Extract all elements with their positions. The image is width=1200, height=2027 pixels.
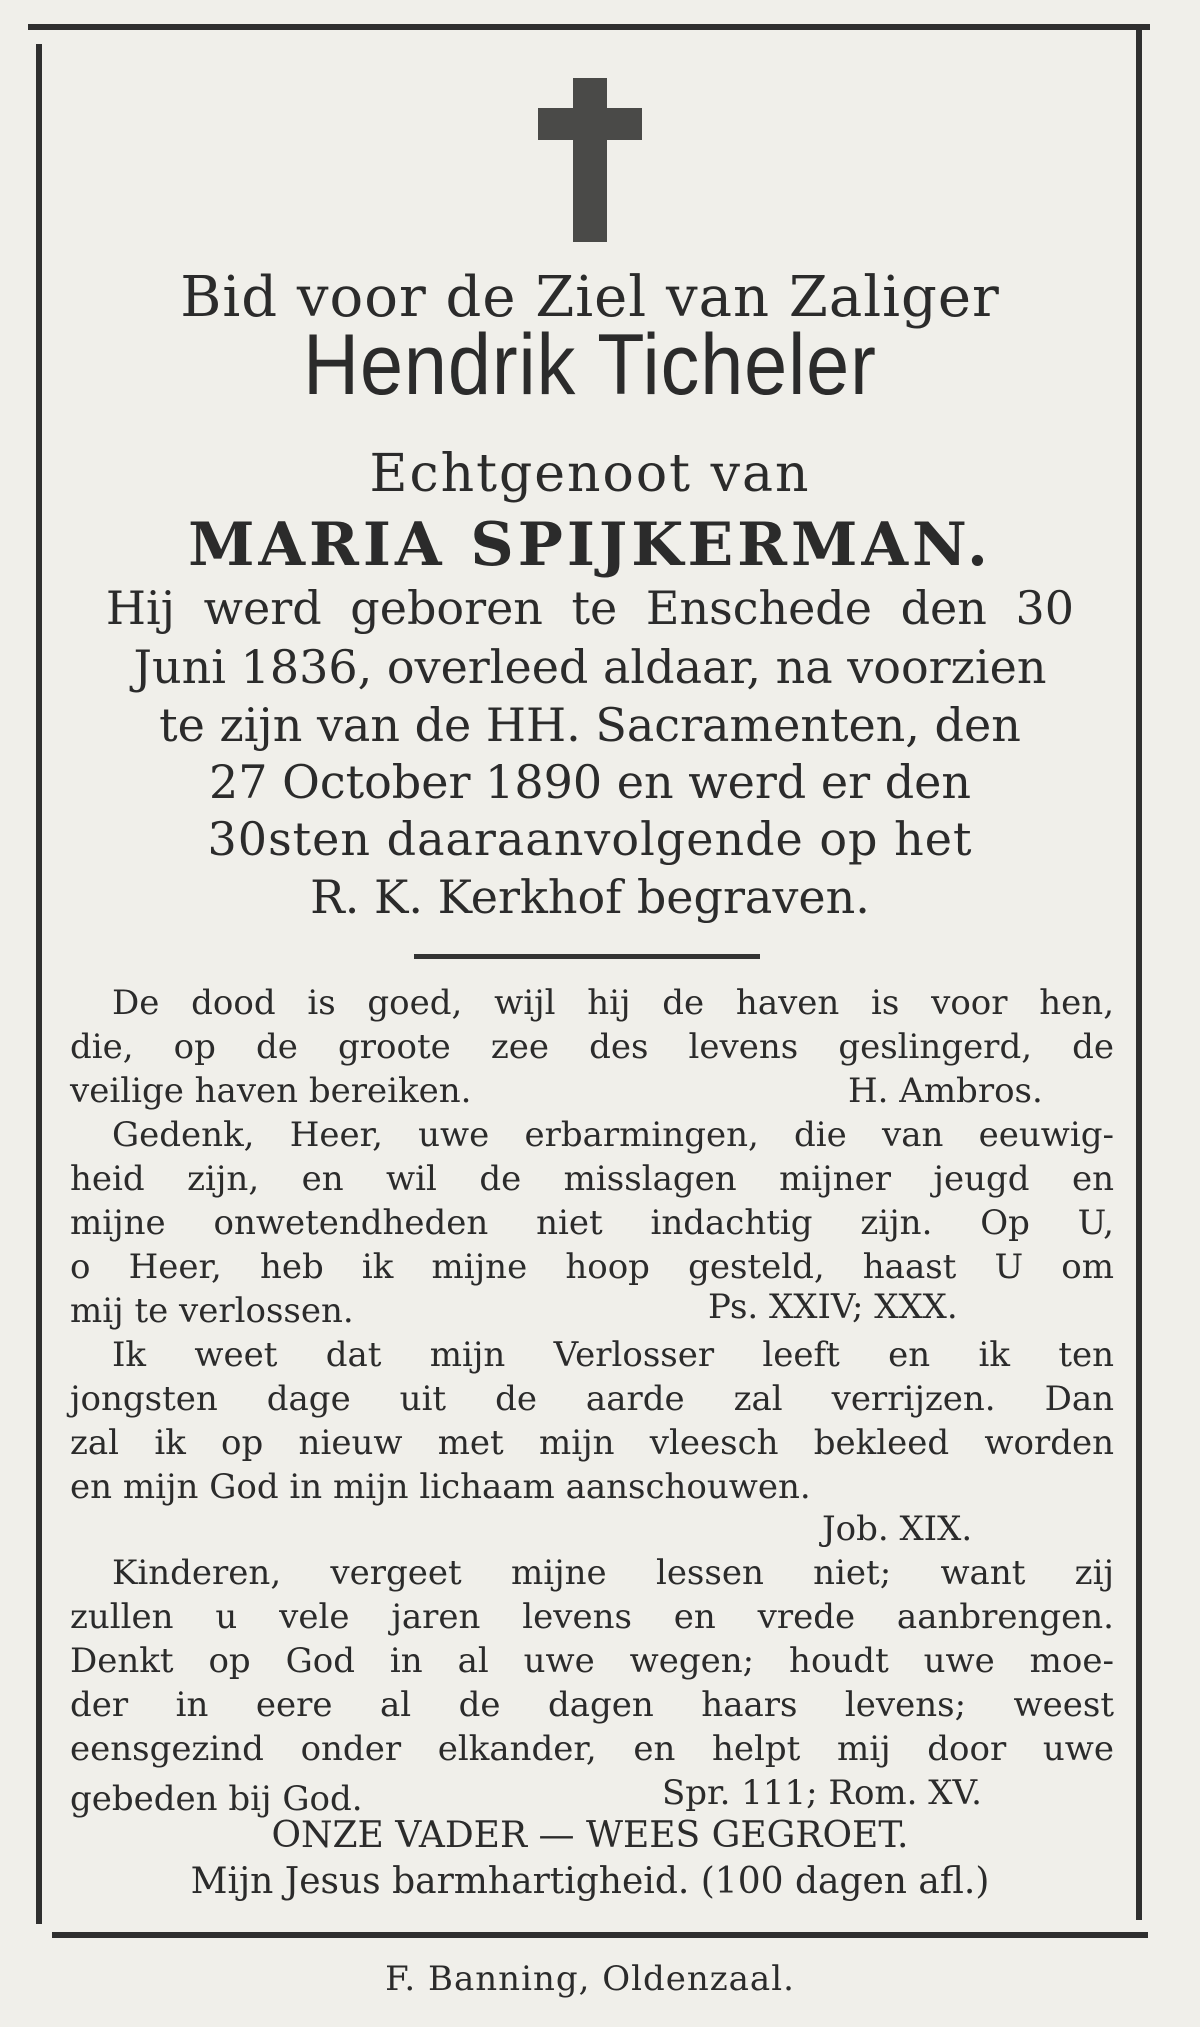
verse-line: gebeden bij God. <box>70 1779 363 1819</box>
indulgence-line: Mijn Jesus barmhartigheid. (100 dagen afl.) <box>190 1861 990 1902</box>
deceased-name: Hendrik Ticheler <box>303 317 877 413</box>
spouse-name: MARIA SPIJKERMAN. <box>188 510 992 580</box>
verse-line: mijne onwetendheden niet indachtig zijn. Op U, <box>70 1203 1114 1243</box>
prayers-line: ONZE VADER — WEES GEGROET. <box>271 1815 909 1856</box>
frame-border-right <box>1136 30 1142 1920</box>
verse-line: zal ik op nieuw met mijn vleesch bekleed worden <box>70 1423 1114 1463</box>
verse-line: Denkt op God in al uwe wegen; houdt uwe moe- <box>70 1641 1114 1681</box>
verse-line: heid zijn, en wil de misslagen mijner jeugd en <box>70 1159 1114 1199</box>
biography-line: Juni 1836, overleed aldaar, na voorzien <box>133 640 1047 694</box>
verse-line: o Heer, heb ik mijne hoop gesteld, haast U om <box>70 1247 1114 1287</box>
verse-line: Gedenk, Heer, uwe erbarmingen, die van eeuwig- <box>112 1115 1114 1155</box>
printer-credit: F. Banning, Oldenzaal. <box>385 1959 795 1999</box>
verse-line: De dood is goed, wijl hij de haven is voor hen, <box>112 983 1114 1023</box>
biography-line: Hij werd geboren te Enschede den 30 <box>105 581 1075 635</box>
verse-reference: Job. XIX. <box>822 1509 973 1549</box>
frame-border-top <box>28 24 1150 30</box>
biography-line: R. K. Kerkhof begraven. <box>310 870 870 924</box>
verse-reference: Ps. XXIV; XXX. <box>708 1287 958 1327</box>
frame-border-bottom <box>52 1932 1148 1938</box>
biography-line: 27 October 1890 en werd er den <box>208 755 972 809</box>
verse-line: en mijn God in mijn lichaam aanschouwen. <box>70 1467 811 1507</box>
verse-line: Ik weet dat mijn Verlosser leeft en ik ten <box>112 1335 1114 1375</box>
verse-line: jongsten dage uit de aarde zal verrijzen. Dan <box>70 1379 1114 1419</box>
biography-line: 30sten daaraanvolgende op het <box>207 812 973 866</box>
biography-line: te zijn van de HH. Sacramenten, den <box>159 698 1021 752</box>
verse-reference: Spr. 111; Rom. XV. <box>662 1773 982 1813</box>
verse-line: die, op de groote zee des levens geslingerd, de <box>70 1027 1114 1067</box>
verse-line: Kinderen, vergeet mijne lessen niet; want zij <box>112 1553 1114 1593</box>
verse-line: eensgezind onder elkander, en helpt mij door uwe <box>70 1729 1114 1769</box>
verse-reference: H. Ambros. <box>848 1071 1043 1111</box>
verse-line: der in eere al de dagen haars levens; weest <box>70 1685 1114 1725</box>
verse-line: mij te verlossen. <box>70 1291 354 1331</box>
verse-line: veilige haven bereiken. <box>70 1071 472 1111</box>
cross-icon <box>538 78 642 242</box>
prayer-heading: Bid voor de Ziel van Zaliger <box>180 265 1000 330</box>
spouse-intro: Echtgenoot van <box>369 444 811 504</box>
verse-line: zullen u vele jaren levens en vrede aanbrengen. <box>70 1597 1114 1637</box>
section-divider <box>414 954 760 959</box>
frame-border-left <box>36 44 42 1924</box>
